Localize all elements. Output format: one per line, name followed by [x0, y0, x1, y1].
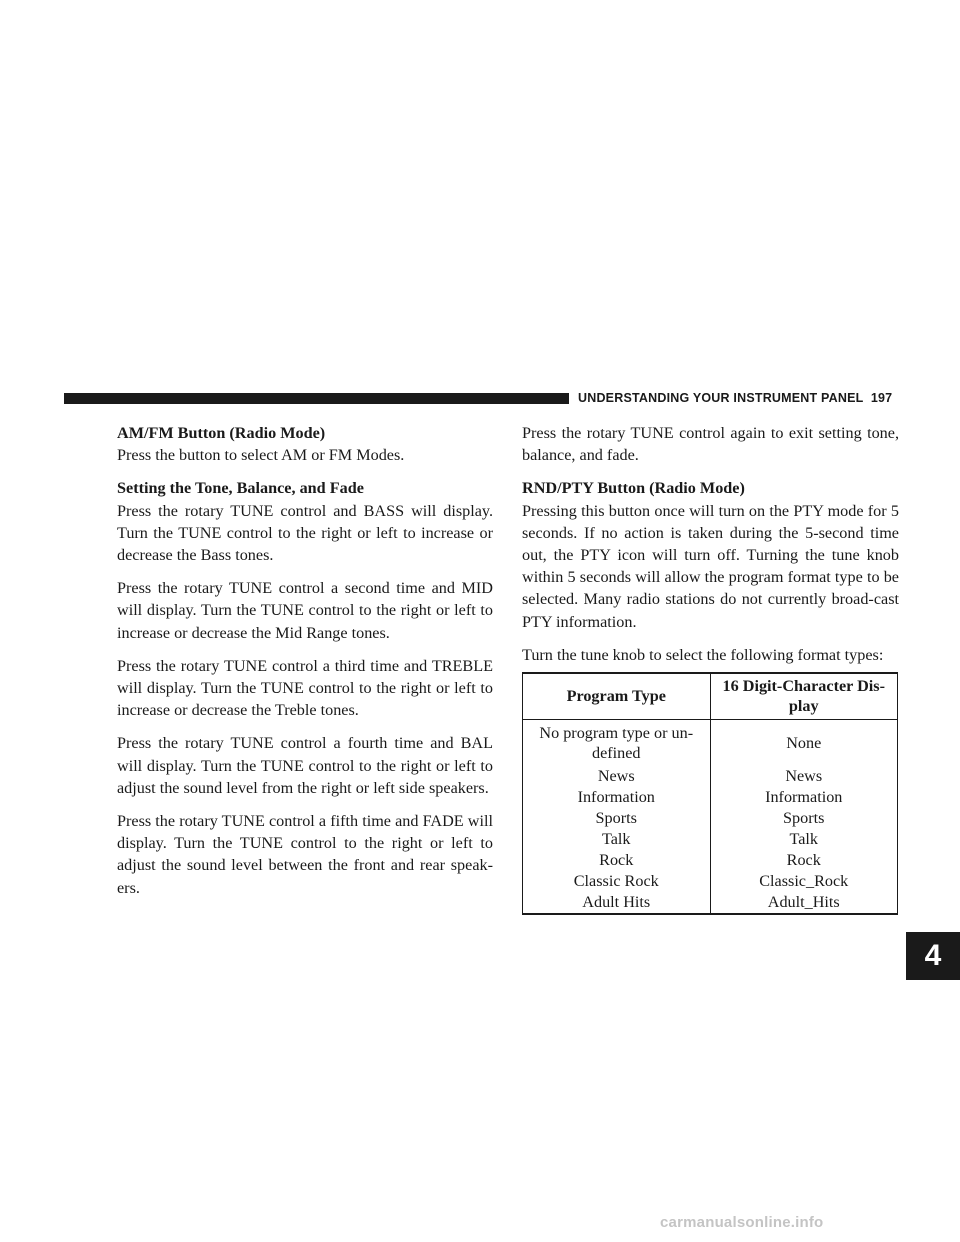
table-cell: News — [523, 766, 711, 787]
paragraph: Press the rotary TUNE control a second time and MID will display. Turn the TUNE control to the right or left to increase or decrease the Mid Range tones. — [117, 579, 493, 642]
table-cell: Adult Hits — [523, 892, 711, 914]
table-cell: Information — [523, 787, 711, 808]
table-cell: Adult_Hits — [710, 892, 898, 914]
chapter-tab: 4 — [906, 932, 960, 980]
table-row — [523, 871, 898, 892]
table-cell: Talk — [523, 829, 711, 850]
page-number: 197 — [870, 391, 893, 405]
table-cell: Sports — [710, 808, 898, 829]
program-type-table — [522, 672, 898, 915]
table-header-row — [523, 673, 898, 720]
paragraph: Press the rotary TUNE control a fifth time and FADE will display. Turn the TUNE control to the right or left to adjust the sound level between the front and rear speak-ers. — [117, 812, 493, 897]
paragraph: Pressing this button once will turn on the PTY mode for 5 seconds. If no action is taken during the 5-second time out, the PTY icon will turn off. Turning the tune knob within 5 seconds will allow the program format type to be selected. Many radio stations do not currently broad-cast PTY information. — [522, 501, 899, 631]
table-cell: Classic Rock — [523, 871, 711, 892]
running-header — [578, 391, 892, 405]
table-cell: News — [710, 766, 898, 787]
table-row — [523, 808, 898, 829]
table-cell: Classic_Rock — [710, 871, 898, 892]
table-cell: None — [710, 720, 898, 767]
table-row — [523, 829, 898, 850]
table-row — [523, 766, 898, 787]
watermark-link[interactable]: carmanualsonline.info — [660, 1214, 824, 1231]
table-cell: Rock — [710, 850, 898, 871]
paragraph: Press the rotary TUNE control a third time and TREBLE will display. Turn the TUNE control to the right or left to increase or decrease the Treble tones. — [117, 656, 493, 720]
table-cell: Talk — [710, 829, 898, 850]
right-column — [522, 422, 899, 915]
column-header: Program Type — [523, 673, 711, 720]
header-title: UNDERSTANDING YOUR INSTRUMENT PANEL — [578, 391, 864, 405]
paragraph: Press the rotary TUNE control and BASS will display. Turn the TUNE control to the right or left to increase or decrease the Bass tones. — [117, 501, 493, 565]
paragraph: Press the rotary TUNE control a fourth time and BAL will display. Turn the TUNE control to the right or left to adjust the sound level from the right or left side speakers. — [117, 734, 493, 797]
table-row — [523, 787, 898, 808]
section-heading-am-fm: AM/FM Button (Radio Mode) — [117, 424, 326, 442]
table-row — [523, 850, 898, 871]
table-cell: No program type or un-defined — [523, 720, 711, 767]
section-heading-tone: Setting the Tone, Balance, and Fade — [117, 479, 364, 498]
table-row — [523, 720, 898, 767]
column-header: 16 Digit-Character Dis-play — [710, 673, 898, 720]
paragraph: Press the button to select AM or FM Modes. — [117, 446, 405, 465]
table-cell: Rock — [523, 850, 711, 871]
table-cell: Sports — [523, 808, 711, 829]
header-rule — [64, 393, 569, 404]
table-row — [523, 892, 898, 914]
section-heading-rnd-pty: RND/PTY Button (Radio Mode) — [522, 479, 745, 498]
paragraph: Press the rotary TUNE control again to exit setting tone, balance, and fade. — [522, 424, 899, 465]
paragraph: Turn the tune knob to select the following format types: — [522, 645, 884, 664]
table-cell: Information — [710, 787, 898, 808]
left-column — [117, 422, 493, 910]
